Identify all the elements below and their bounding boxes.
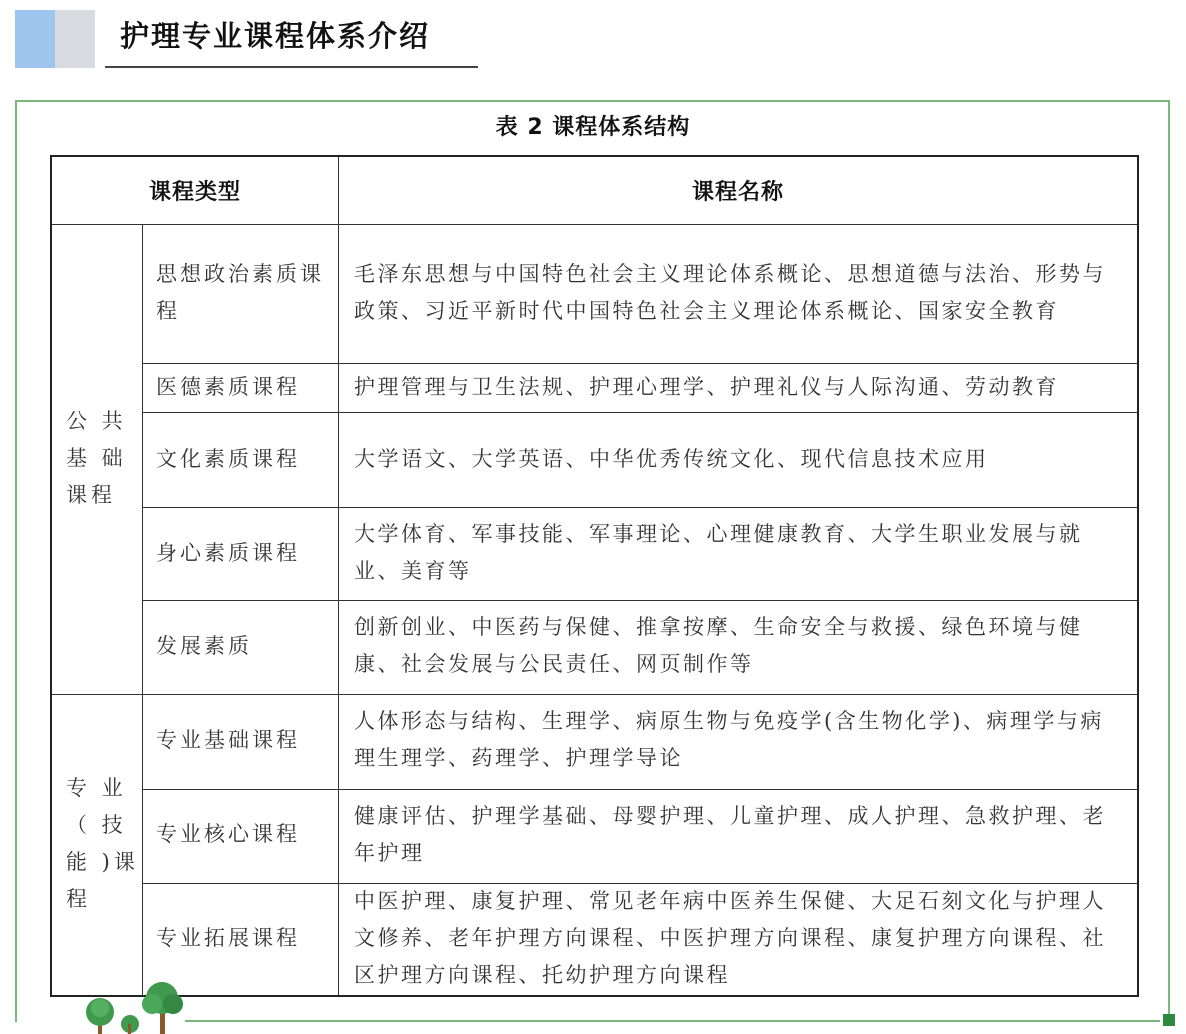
courses-cell: 创新创业、中医药与保健、推拿按摩、生命安全与救援、绿色环境与健康、社会发展与公民责任、网页制作等 bbox=[354, 615, 1083, 676]
table-caption: 表 2 课程体系结构 bbox=[495, 115, 691, 140]
column-header-names: 课程名称 bbox=[691, 179, 784, 205]
courses-cell: 毛泽东思想与中国特色社会主义理论体系概论、思想道德与法治、形势与政策、习近平新时代中国特色社会主义理论体系概论、国家安全教育 bbox=[354, 262, 1106, 323]
courses-cell: 中医护理、康复护理、常见老年病中医养生保健、大足石刻文化与护理人文修养、老年护理方向课程、中医护理方向课程、康复护理方向课程、社区护理方向课程、托幼护理方向课程 bbox=[354, 889, 1106, 987]
courses-cell: 大学语文、大学英语、中华优秀传统文化、现代信息技术应用 bbox=[354, 446, 989, 471]
courses-cell: 大学体育、军事技能、军事理论、心理健康教育、大学生职业发展与就业、美育等 bbox=[354, 522, 1083, 583]
group-label-professional: 专 业 （ 技 能 )课 程 bbox=[66, 776, 139, 911]
tree-decoration-icon bbox=[80, 980, 190, 1034]
category-cell: 医德素质课程 bbox=[156, 374, 300, 399]
category-cell: 发展素质 bbox=[156, 633, 252, 658]
header-accent-blue bbox=[15, 10, 55, 68]
title-underline bbox=[105, 66, 478, 68]
category-cell: 思想政治素质课程 bbox=[156, 262, 324, 323]
category-cell: 文化素质课程 bbox=[156, 446, 300, 471]
column-header-type: 课程类型 bbox=[148, 179, 241, 205]
frame-corner-marker bbox=[1163, 1014, 1175, 1026]
header-accent-gray bbox=[55, 10, 95, 68]
courses-cell: 人体形态与结构、生理学、病原生物与免疫学(含生物化学)、病理学与病理生理学、药理学、护理学导论 bbox=[354, 709, 1104, 770]
category-cell: 专业拓展课程 bbox=[156, 926, 300, 950]
frame-bottom-line bbox=[185, 1020, 1160, 1022]
category-cell: 专业基础课程 bbox=[156, 727, 300, 752]
category-cell: 专业核心课程 bbox=[156, 822, 300, 846]
page-title: 护理专业课程体系介绍 bbox=[120, 19, 431, 53]
courses-cell: 护理管理与卫生法规、护理心理学、护理礼仪与人际沟通、劳动教育 bbox=[354, 374, 1059, 399]
group-label-public-basic: 公 共 基 础 课程 bbox=[66, 408, 127, 507]
category-cell: 身心素质课程 bbox=[156, 540, 300, 565]
courses-cell: 健康评估、护理学基础、母婴护理、儿童护理、成人护理、急救护理、老年护理 bbox=[354, 803, 1106, 865]
